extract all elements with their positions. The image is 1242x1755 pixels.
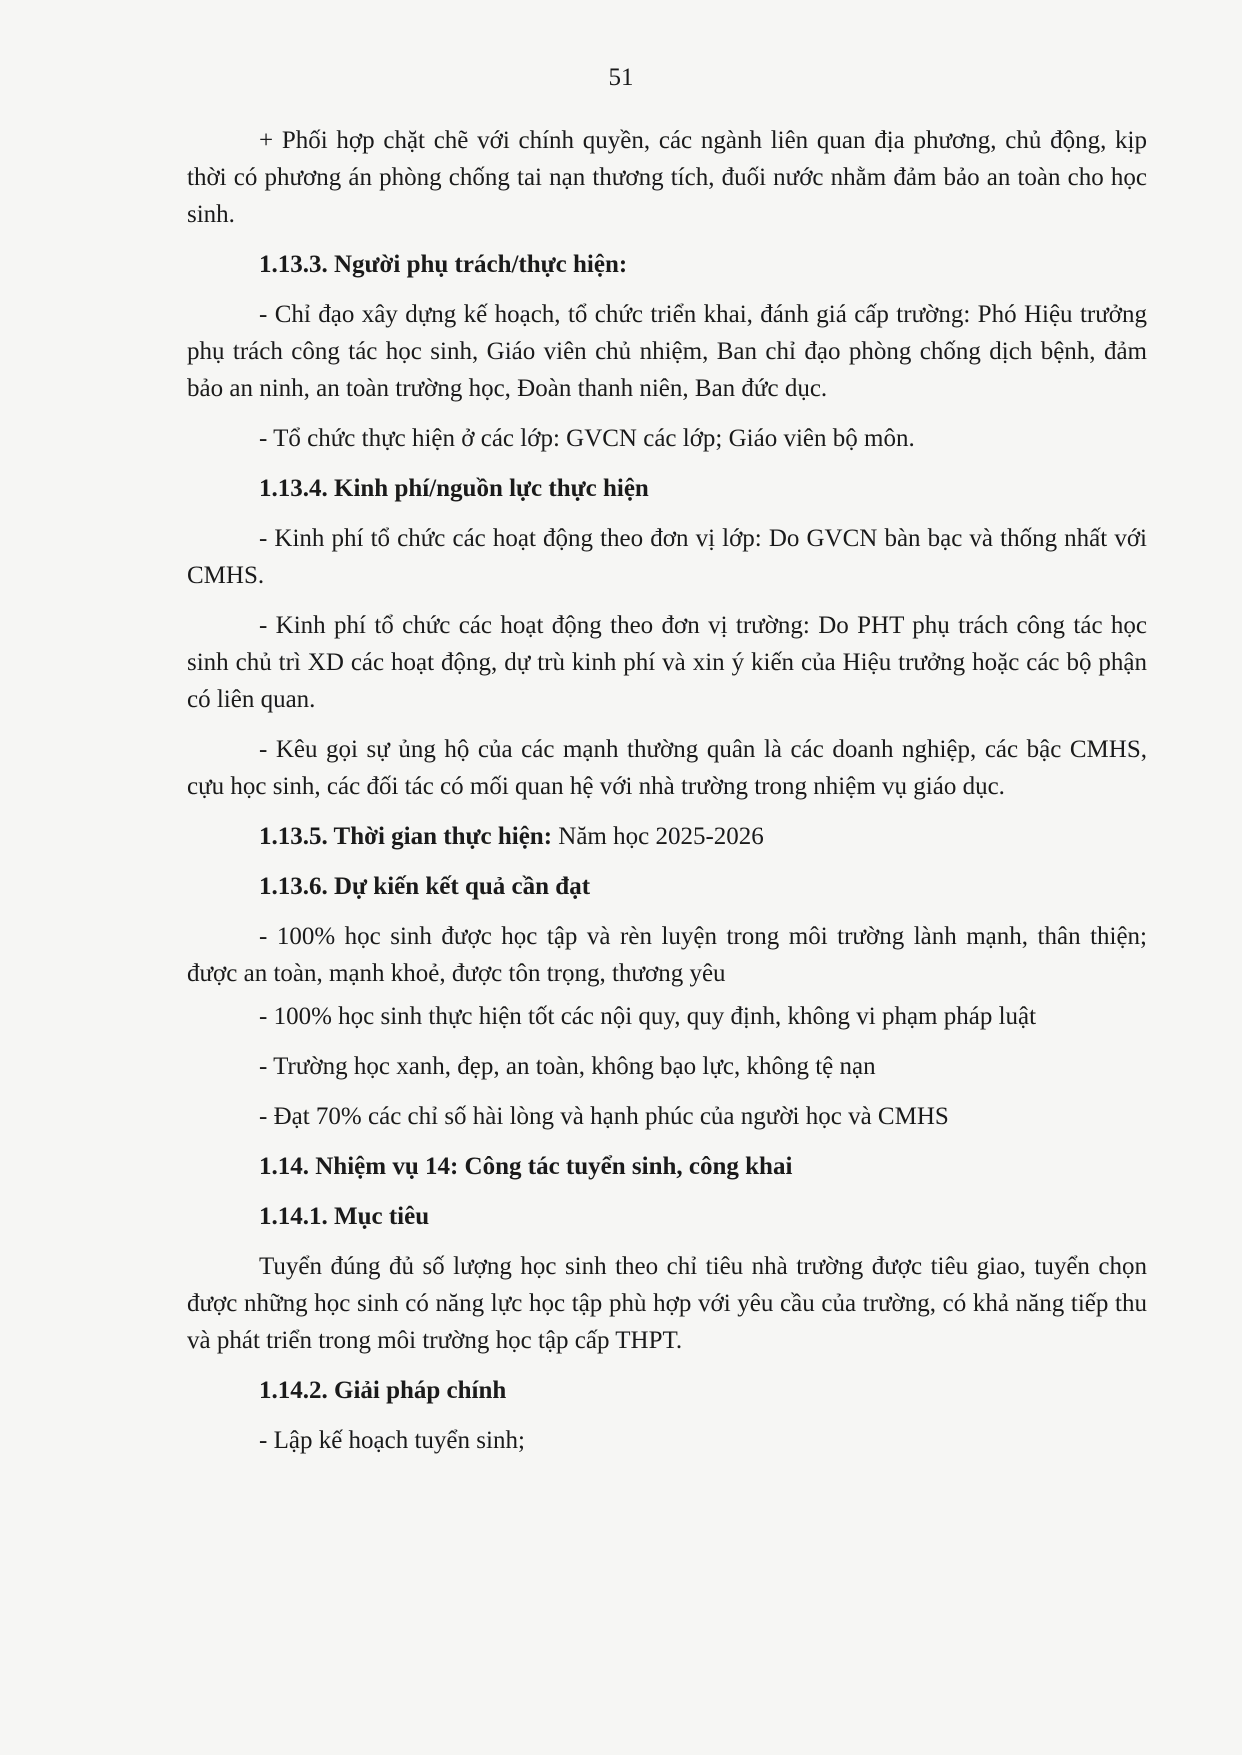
heading-1-13-3: 1.13.3. Người phụ trách/thực hiện: xyxy=(259,251,628,278)
timeline-value: Năm học 2025-2026 xyxy=(552,823,764,850)
heading-1-13-4: 1.13.4. Kinh phí/nguồn lực thực hiện xyxy=(259,475,649,502)
paragraph-objectives: Tuyển đúng đủ số lượng học sinh theo chỉ tiêu nhà trường được tiêu giao, tuyển chọn được những học sinh có năng lực học tập phù hợp với yêu cầu của trường, có khả năng tiếp thu và phát triển trong môi trường học tập cấp THPT. xyxy=(187,1253,1147,1354)
page-number: 51 xyxy=(608,64,634,91)
paragraph-result-rules: - 100% học sinh thực hiện tốt các nội quy, quy định, không vi phạm pháp luật xyxy=(259,1003,1037,1030)
heading-1-14: 1.14. Nhiệm vụ 14: Công tác tuyển sinh, công khai xyxy=(259,1153,793,1180)
paragraph-school-funding: - Kinh phí tổ chức các hoạt động theo đơn vị trường: Do PHT phụ trách công tác học sinh chủ trì XD các hoạt động, dự trù kinh phí và xin ý kiến của Hiệu trưởng hoặc các bộ phận có liên quan. xyxy=(187,612,1147,713)
paragraph-result-satisfaction: - Đạt 70% các chỉ số hài lòng và hạnh phúc của người học và CMHS xyxy=(259,1103,949,1130)
document-body xyxy=(187,122,1147,1472)
paragraph-enrollment-plan: - Lập kế hoạch tuyển sinh; xyxy=(259,1427,525,1454)
paragraph-result-green-school: - Trường học xanh, đẹp, an toàn, không bạo lực, không tệ nạn xyxy=(259,1053,876,1080)
heading-1-13-6: 1.13.6. Dự kiến kết quả cần đạt xyxy=(259,873,591,900)
paragraph-coordination: + Phối hợp chặt chẽ với chính quyền, các ngành liên quan địa phương, chủ động, kịp thời có phương án phòng chống tai nạn thương tích, đuối nước nhằm đảm bảo an toàn cho học sinh. xyxy=(187,127,1147,228)
paragraph-direction: - Chỉ đạo xây dựng kế hoạch, tổ chức triển khai, đánh giá cấp trường: Phó Hiệu trưởng phụ trách công tác học sinh, Giáo viên chủ nhiệm, Ban chỉ đạo phòng chống dịch bệnh, đảm bảo an ninh, an toàn trường học, Đoàn thanh niên, Ban đức dục. xyxy=(187,301,1147,402)
paragraph-result-environment: - 100% học sinh được học tập và rèn luyện trong môi trường lành mạnh, thân thiện; được an toàn, mạnh khoẻ, được tôn trọng, thương yêu xyxy=(187,923,1147,987)
paragraph-class-organization: - Tổ chức thực hiện ở các lớp: GVCN các lớp; Giáo viên bộ môn. xyxy=(259,425,915,452)
heading-1-13-5: 1.13.5. Thời gian thực hiện: xyxy=(259,823,553,850)
paragraph-timeline xyxy=(187,818,1147,855)
paragraph-sponsors: - Kêu gọi sự ủng hộ của các mạnh thường quân là các doanh nghiệp, các bậc CMHS, cựu học sinh, các đối tác có mối quan hệ với nhà trường trong nhiệm vụ giáo dục. xyxy=(187,736,1147,800)
heading-1-14-1: 1.14.1. Mục tiêu xyxy=(259,1203,430,1230)
paragraph-class-funding: - Kinh phí tổ chức các hoạt động theo đơn vị lớp: Do GVCN bàn bạc và thống nhất với CMHS. xyxy=(187,525,1147,589)
heading-1-14-2: 1.14.2. Giải pháp chính xyxy=(259,1377,507,1404)
